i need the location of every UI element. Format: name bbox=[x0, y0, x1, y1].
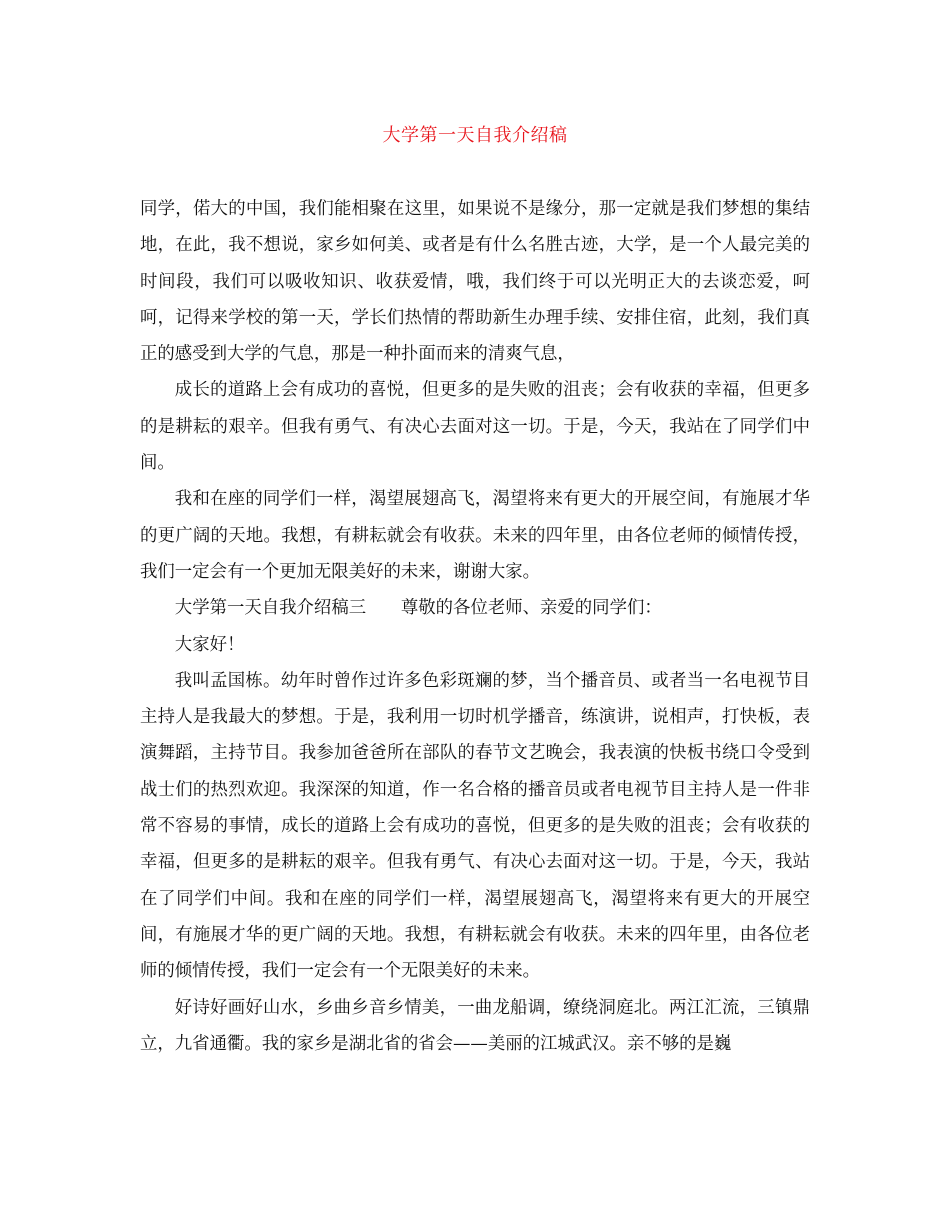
page-title: 大学第一天自我介绍稿 bbox=[382, 125, 568, 146]
paragraph-2: 成长的道路上会有成功的喜悦，但更多的是失败的沮丧；会有收获的幸福，但更多的是耕耘的艰辛。但我有勇气、有决心去面对这一切。于是，今天，我站在了同学们中间。 bbox=[140, 380, 810, 474]
paragraph-4: 我叫孟国栋。幼年时曾作过许多色彩斑斓的梦，当个播音员、或者当一名电视节目主持人是我最大的梦想。于是，我利用一切时机学播音，练演讲，说相声，打快板，表演舞蹈，主持节目。我参加爸爸所在部队的春节文艺晚会，我表演的快板书绕口令受到战士们的热烈欢迎。我深深的知道，作一名合格的播音员或者电视节目主持人是一件非常不容易的事情，成长的道路上会有成功的喜悦，但更多的是失败的沮丧；会有收获的幸福，但更多的是耕耘的艰辛。但我有勇气、有决心去面对这一切。于是，今天，我站在了同学们中间。我和在座的同学们一样，渴望展翅高飞，渴望将来有更大的开展空间，有施展才华的更广阔的天地。我想，有耕耘就会有收获。未来的四年里，由各位老师的倾情传授，我们一定会有一个无限美好的未来。 bbox=[140, 670, 810, 982]
paragraph-3: 我和在座的同学们一样，渴望展翅高飞，渴望将来有更大的开展空间，有施展才华的更广阔的天地。我想，有耕耘就会有收获。未来的四年里，由各位老师的倾情传授，我们一定会有一个更加无限美好的未来，谢谢大家。 bbox=[140, 489, 810, 582]
greeting: 大家好！ bbox=[174, 634, 245, 655]
paragraph-5: 好诗好画好山水，乡曲乡音乡情美，一曲龙船调，缭绕洞庭北。两江汇流，三镇鼎立，九省通衢。我的家乡是湖北省的省会——美丽的江城武汉。亲不够的是巍 bbox=[140, 997, 810, 1054]
paragraph-1: 同学，偌大的中国，我们能相聚在这里，如果说不是缘分，那一定就是我们梦想的集结地，在此，我不想说，家乡如何美、或者是有什么名胜古迹，大学，是一个人最完美的时间段，我们可以吸收知识、收获爱情，哦，我们终于可以光明正大的去谈恋爱，呵呵，记得来学校的第一天，学长们热情的帮助新生办理手续、安排住宿，此刻，我们真正的感受到大学的气息，那是一种扑面而来的清爽气息， bbox=[140, 199, 810, 365]
section-heading: 大学第一天自我介绍稿三 尊敬的各位老师、亲爱的同学们： bbox=[174, 598, 662, 619]
document-body bbox=[140, 191, 810, 1062]
